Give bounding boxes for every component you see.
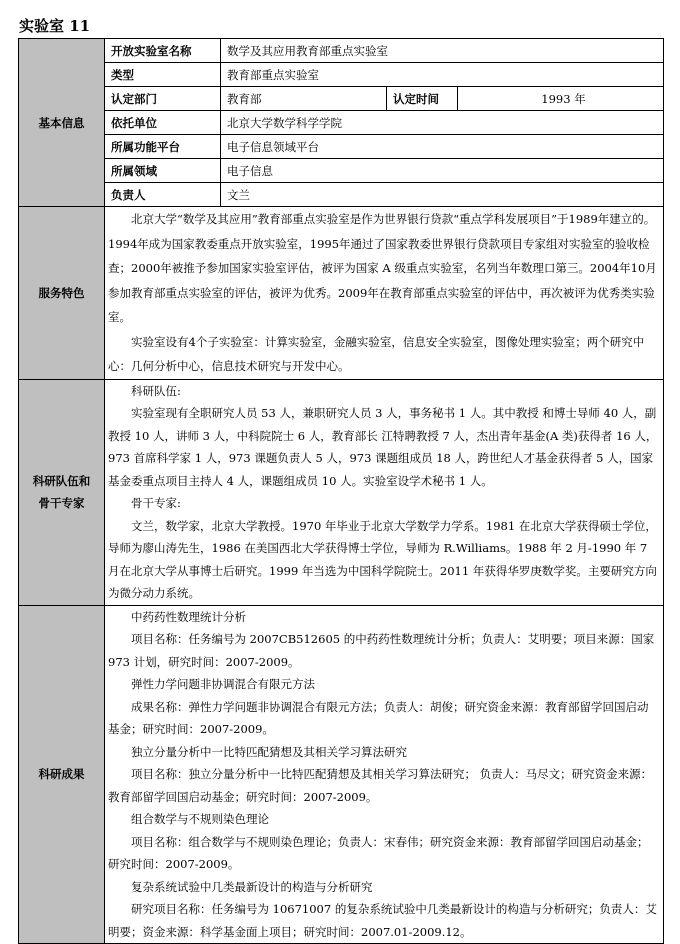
- field-value-head: 文兰: [221, 183, 664, 207]
- result-detail: 研究项目名称：任务编号为 10671007 的复杂系统试验中几类最新设计的构造与分析研究；负责人：艾明要；资金来源：科学基金面上项目；研究时间：2007.01-2009.12。: [108, 902, 657, 939]
- service-paragraph: 实验室设有4个子实验室：计算实验室，金融实验室，信息安全实验室，图像处理实验室；两个研究中心：几何分析中心，信息技术研究与开发中心。: [108, 334, 645, 373]
- page-title: 实验室 11: [19, 17, 91, 35]
- team-heading: 科研队伍:: [131, 383, 181, 398]
- table-row: [19, 183, 664, 207]
- service-text: [105, 207, 664, 380]
- section-team-line1: 科研队伍和: [32, 474, 91, 488]
- table-row: [19, 87, 664, 111]
- field-value-domain: 电子信息: [221, 159, 664, 183]
- result-title: 组合数学与不规则染色理论: [131, 812, 269, 826]
- table-row: [19, 39, 664, 63]
- table-row: [19, 111, 664, 135]
- field-label-domain: 所属领域: [105, 159, 221, 183]
- section-service: 服务特色: [19, 207, 105, 380]
- result-detail: 项目名称：任务编号为 2007CB512605 的中药药性数理统计分析；负责人：艾明要；项目来源：国家 973 计划，研究时间：2007-2009。: [108, 632, 655, 669]
- result-title: 中药药性数理统计分析: [131, 609, 246, 624]
- table-row: [19, 605, 664, 944]
- field-value-lab-name: 数学及其应用教育部重点实验室: [221, 39, 664, 63]
- result-title: 独立分量分析中一比特匹配猜想及其相关学习算法研究: [131, 744, 407, 759]
- result-detail: 成果名称：弹性力学问题非协调混合有限元方法；负责人：胡俊；研究资金来源：教育部留学回国启动基金；研究时间：2007-2009。: [108, 699, 649, 736]
- field-label-dept: 认定部门: [105, 87, 221, 111]
- field-label-lab-name: 开放实验室名称: [105, 39, 221, 63]
- table-row: [19, 63, 664, 87]
- lab-info-table: [18, 38, 664, 944]
- field-value-host: 北京大学数学科学学院: [221, 111, 664, 135]
- field-value-dept: 教育部: [221, 87, 387, 111]
- section-results: 科研成果: [19, 605, 105, 944]
- results-text: [105, 605, 664, 944]
- table-row: [19, 379, 664, 605]
- field-label-host: 依托单位: [105, 111, 221, 135]
- field-label-date: 认定时间: [387, 87, 458, 111]
- field-label-type: 类型: [105, 63, 221, 87]
- team-text: [105, 379, 664, 605]
- table-row: [19, 159, 664, 183]
- result-detail: 项目名称：组合数学与不规则染色理论；负责人：宋春伟；研究资金来源：教育部留学回国启动基金；研究时间：2007-2009。: [108, 834, 649, 871]
- table-row: [19, 135, 664, 159]
- section-team-line2: 骨干专家: [38, 496, 85, 510]
- table-row: [19, 207, 664, 380]
- field-value-platform: 电子信息领域平台: [221, 135, 664, 159]
- result-title: 弹性力学问题非协调混合有限元方法: [131, 677, 315, 691]
- field-value-date: 1993 年: [458, 87, 664, 111]
- service-paragraph: 北京大学“数学及其应用”教育部重点实验室是作为世界银行贷款“重点学科发展项目”于1989年建立的。1994年成为国家教委重点开放实验室，1995年通过了国家教委世界银行贷款项目专家组对实验室的验收检查；2000年被推予参加国家实验室评估，被评为国家 A 级重点实验室，名列当年数理口第三。2004年10月参加教育部重点实验室的评估，被评为优秀。2009年在教育部重点实验室的评估中，再次被评为优秀类实验室。: [108, 212, 657, 324]
- result-detail: 项目名称：独立分量分析中一比特匹配猜想及其相关学习算法研究； 负责人：马尽文；研究资金来源：教育部留学回国启动基金；研究时间：2007-2009。: [108, 767, 653, 804]
- experts-heading: 骨干专家:: [131, 496, 181, 510]
- field-label-platform: 所属功能平台: [105, 135, 221, 159]
- team-paragraph: 实验室现有全职研究人员 53 人，兼职研究人员 3 人，事务秘书 1 人。其中教授 和博士导师 40 人，副教授 10 人，讲师 3 人，中科院院士 6 人，教育部长 江特聘教授 7 人，杰出青年基金(A 类)获得者 16 人，973 首席科学家 1 人，973 课题负责人 5 人，973 课题组成员 18 人，跨世纪人才基金获得者 5 人，国家基金委重点项目主持人 4 人，课题组成员 10 人。实验室设学术秘书 1 人。: [108, 406, 658, 488]
- experts-paragraph: 文兰，数学家，北京大学教授。1970 年毕业于北京大学数学力学系。1981 在北京大学获得硕士学位，导师为廖山涛先生，1986 在美国西北大学获得博士学位，导师为 R.Williams。1988 年 2 月-1990 年 7 月在北京大学从事博士后研究。1999 年当选为中国科学院院士。2011 年获得华罗庚数学奖。主要研究方向为微分动力系统。: [108, 518, 657, 600]
- section-basic-info: 基本信息: [19, 39, 105, 207]
- field-value-type: 教育部重点实验室: [221, 63, 664, 87]
- section-team: [19, 379, 105, 605]
- field-label-head: 负责人: [105, 183, 221, 207]
- result-title: 复杂系统试验中几类最新设计的构造与分析研究: [131, 879, 373, 894]
